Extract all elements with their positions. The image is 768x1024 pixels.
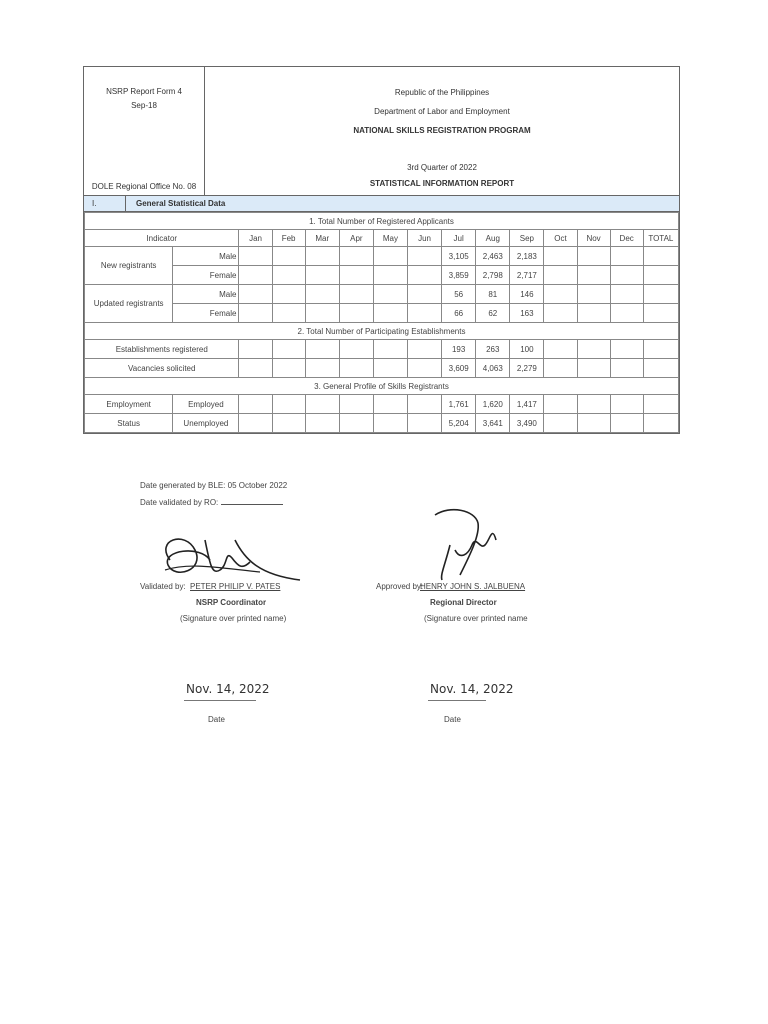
program-text: NATIONAL SKILLS REGISTRATION PROGRAM — [353, 126, 531, 135]
date-line-right — [428, 700, 486, 701]
month-header: Sep — [510, 230, 544, 247]
regional-office: DOLE Regional Office No. 08 — [91, 182, 197, 191]
cell-value: 1,761 — [442, 395, 476, 414]
table-row — [85, 395, 679, 414]
validator-title: NSRP Coordinator — [196, 598, 267, 607]
table-row — [85, 285, 679, 304]
indicator-header: Indicator — [85, 230, 239, 247]
department-text: Department of Labor and Employment — [374, 107, 510, 116]
cell-value: 2,183 — [510, 247, 544, 266]
date-line-left — [184, 700, 256, 701]
approver-signature-note: (Signature over printed name — [424, 614, 528, 623]
approver-name: HENRY JOHN S. JALBUENA — [420, 582, 526, 591]
cell-value: 263 — [476, 340, 510, 359]
subtitle-registered-applicants: 1. Total Number of Registered Applicants — [85, 213, 679, 230]
row-label: Unemployed — [173, 414, 239, 433]
cell-value: 3,609 — [442, 359, 476, 378]
month-header: Oct — [544, 230, 577, 247]
date-label-left: Date — [208, 715, 225, 724]
republic-text: Republic of the Philippines — [394, 88, 490, 97]
cell-value: 193 — [442, 340, 476, 359]
approver-signature-icon — [420, 505, 520, 585]
row-label: Female — [173, 304, 239, 323]
month-header: Jun — [408, 230, 442, 247]
cell-value: 62 — [476, 304, 510, 323]
table-row — [85, 414, 679, 433]
row-label: Male — [173, 247, 239, 266]
cell-value: 5,204 — [442, 414, 476, 433]
quarter-text: 3rd Quarter of 2022 — [407, 163, 477, 172]
signed-date-left: Nov. 14, 2022 — [186, 682, 270, 696]
subtitle-skills-registrants-profile: 3. General Profile of Skills Registrants — [85, 378, 679, 395]
cell-value: 3,859 — [442, 266, 476, 285]
row-label: Female — [173, 266, 239, 285]
row-group-label: Employment — [85, 395, 173, 414]
cell-value: 2,798 — [476, 266, 510, 285]
month-header: Aug — [476, 230, 510, 247]
cell-value: 146 — [510, 285, 544, 304]
month-header: May — [373, 230, 407, 247]
month-header: Nov — [577, 230, 610, 247]
cell-value: 100 — [510, 340, 544, 359]
validator-signature-note: (Signature over printed name) — [180, 614, 287, 623]
section-label: General Statistical Data — [136, 199, 226, 208]
statistics-table — [84, 212, 679, 433]
row-label: Vacancies solicited — [85, 359, 239, 378]
approved-by-label: Approved by: — [376, 582, 424, 591]
date-label-right: Date — [444, 715, 461, 724]
table-row — [85, 266, 679, 285]
cell-value: 81 — [476, 285, 510, 304]
validator-signature-icon — [150, 520, 310, 590]
month-header: Mar — [305, 230, 339, 247]
date-validated-label: Date validated by RO: — [140, 498, 219, 507]
date-generated: Date generated by BLE: 05 October 2022 — [140, 481, 288, 490]
validated-by-label: Validated by: — [140, 582, 186, 591]
section-header — [84, 196, 679, 212]
date-validated-ro — [140, 498, 283, 507]
row-group-label: Updated registrants — [85, 285, 173, 323]
row-label: Male — [173, 285, 239, 304]
section-number: I. — [84, 196, 126, 211]
month-header: Dec — [610, 230, 643, 247]
row-label: Employed — [173, 395, 239, 414]
month-header: Jan — [239, 230, 272, 247]
cell-value: 56 — [442, 285, 476, 304]
form-info — [84, 67, 205, 195]
approver-title: Regional Director — [430, 598, 497, 607]
row-group-label: New registrants — [85, 247, 173, 285]
table-row — [85, 247, 679, 266]
cell-value: 3,105 — [442, 247, 476, 266]
table-row — [85, 304, 679, 323]
row-group-label: Status — [85, 414, 173, 433]
signed-date-right: Nov. 14, 2022 — [430, 682, 514, 696]
cell-value: 2,279 — [510, 359, 544, 378]
cell-value: 1,417 — [510, 395, 544, 414]
form-name: NSRP Report Form 4 — [106, 87, 182, 96]
month-header: Feb — [272, 230, 305, 247]
report-title: STATISTICAL INFORMATION REPORT — [369, 179, 515, 188]
month-header: Apr — [339, 230, 373, 247]
agency-title-block — [205, 67, 679, 195]
cell-value: 2,463 — [476, 247, 510, 266]
cell-value: 66 — [442, 304, 476, 323]
report-form — [83, 66, 680, 434]
cell-value: 163 — [510, 304, 544, 323]
form-date: Sep-18 — [131, 101, 157, 110]
cell-value: 2,717 — [510, 266, 544, 285]
cell-value: 3,490 — [510, 414, 544, 433]
subtitle-participating-establishments: 2. Total Number of Participating Establishments — [85, 323, 679, 340]
row-label: Establishments registered — [85, 340, 239, 359]
cell-value: 4,063 — [476, 359, 510, 378]
table-row — [85, 359, 679, 378]
total-header: TOTAL — [643, 230, 678, 247]
month-header-row — [85, 230, 679, 247]
validator-name: PETER PHILIP V. PATES — [190, 582, 281, 591]
month-header: Jul — [442, 230, 476, 247]
report-header — [84, 67, 679, 196]
cell-value: 3,641 — [476, 414, 510, 433]
table-row — [85, 340, 679, 359]
cell-value: 1,620 — [476, 395, 510, 414]
